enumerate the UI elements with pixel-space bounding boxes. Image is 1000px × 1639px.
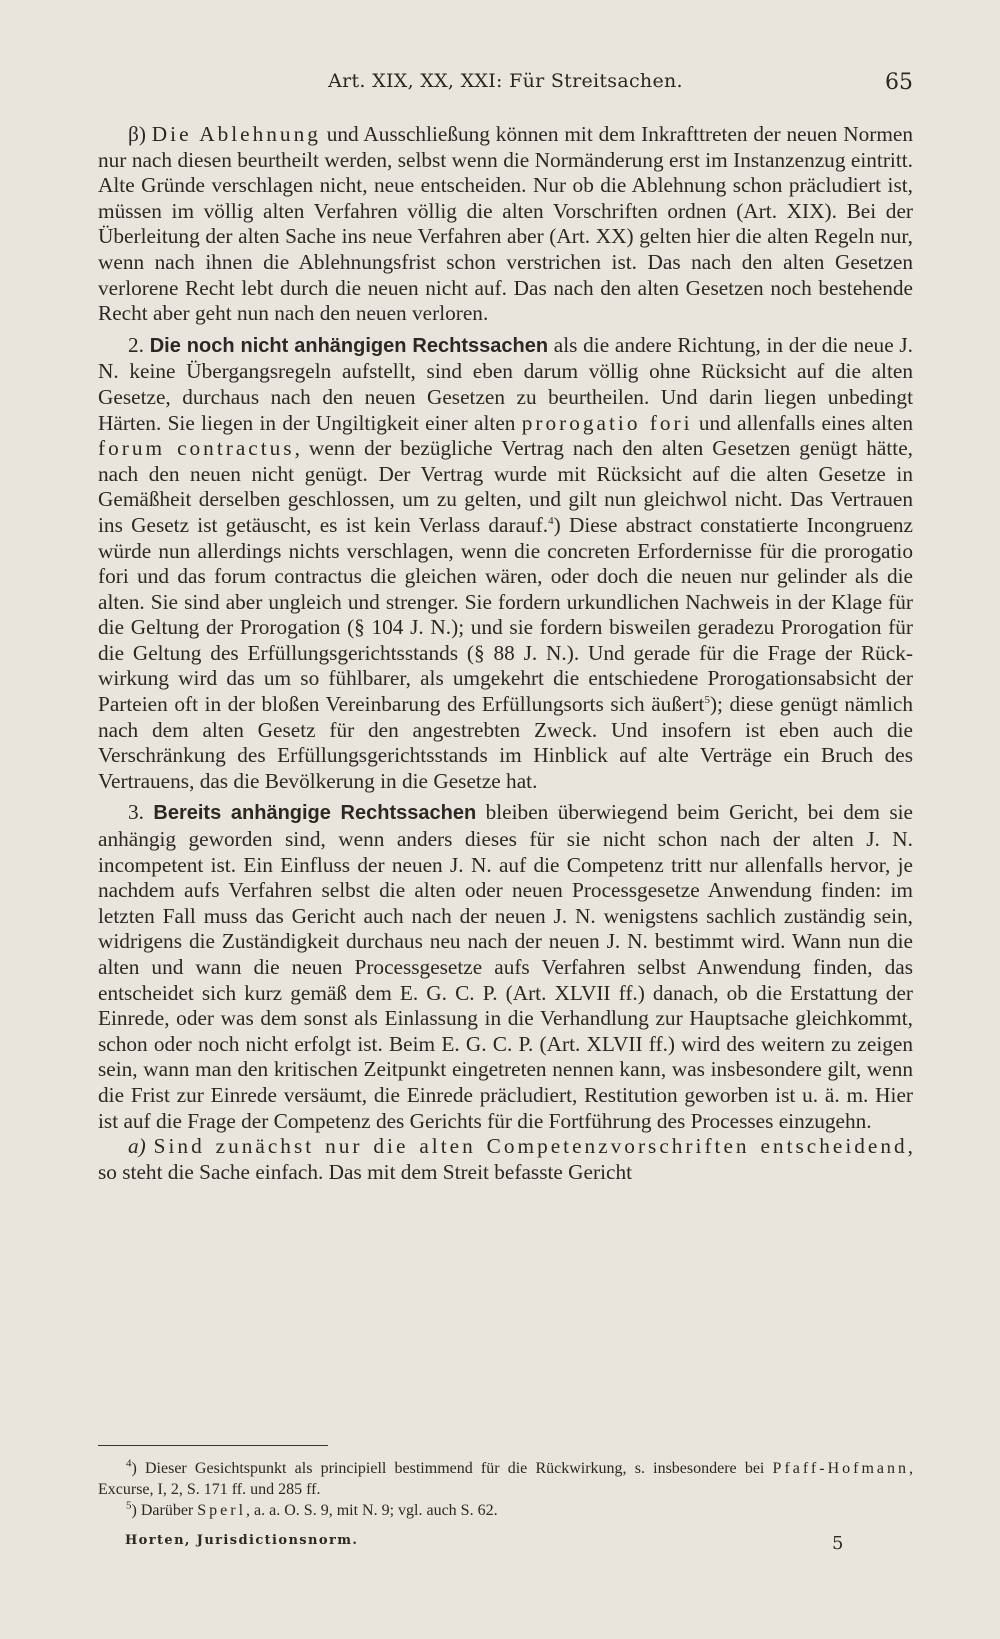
paragraph-marker: β): [128, 122, 152, 146]
footnote-text: ) Darüber: [131, 1502, 198, 1519]
paragraph-text: ) Diese abstract constatierte Incongruenz würde nun allerdings nichts verschlagen, wenn die concreten Erfordernisse für die prorogatio fori und das forum contractus die gleichen wären, oder doch die neuen nur gelinder als die alten. Sie sind aber ungleich und strenger. Sie fordern urkundlichen Nachweis in der Klage für die Geltung der Prorogation (§ 104 J. N.); und sie fordern bisweilen geradezu Prorogation für die Geltung des Erfüllungsgerichtsstands (§ 88 J. N.). Und gerade für die Frage der Rückwirkung wird das um so fühlbarer, als umgekehrt die entschiedene Prorogationsabsicht der Parteien oft in der bloßen Vereinbarung des Erfüllungsorts sich äußert: [98, 512, 914, 717]
footnote-marker: 4: [126, 1457, 132, 1470]
sheet-number: 5: [832, 1533, 844, 1554]
section-number: 2.: [128, 332, 150, 357]
paragraph-text: , wenn der bezügliche Vertrag nach den alten Gesetzen genügt hätte, nach den neuen nicht genügt. Der Vertrag wurde mit Rücksicht auf die alten Gesetze in Gemäßheit derselben geschlossen, um zu gelten, und gilt nun gleichwol nicht. Das Vertrauen ins Gesetz ist getäuscht, es ist kein Verlass darauf.: [98, 436, 913, 537]
footnote-text: , a. a. O. S. 9, mit N. 9; vgl. auch S. 62.: [246, 1502, 498, 1519]
paragraph-text: und Ausschließung können mit dem Inkrafttreten der neuen Normen nur nach diesen beurtheilt werden, selbst wenn die Normänderung erst im Instanzenzug eintritt. Alte Gründe verschlagen nicht, neue entscheiden. Nur ob die Ablehnung schon präcludiert ist, müssen im völlig alten Verfahren völlig die alten Vorschriften ordnen (Art. XIX). Bei der Überleitung der alten Sache ins neue Verfahren aber (Art. XX) gelten hier die alten Regeln nur, wenn nach ihnen die Ablehnungsfrist schon verstrichen ist. Das nach den alten Gesetzen verlorene Recht lebt durch die neuen nicht auf. Das nach den alten Gesetzen noch bestehende Recht aber geht nun nach den neuen verloren.: [98, 122, 913, 326]
spaced-term: forum contractus: [98, 436, 295, 461]
main-text: [98, 122, 913, 1185]
printer-signature: Horten, Jurisdictionsnorm.: [125, 1533, 359, 1548]
footnote-author: Pfaff-Hofmann: [772, 1460, 909, 1477]
paragraph-marker: a): [128, 1134, 154, 1159]
footnote: [98, 1500, 913, 1521]
footnotes: [98, 1458, 913, 1521]
footnote-text: ) Dieser Gesichtspunkt als principiell bestimmend für die Rückwirkung, s. insbesondere bei: [131, 1460, 773, 1477]
section-heading: Bereits anhängige Rechtssachen: [153, 802, 477, 825]
page-number: 65: [885, 70, 913, 95]
footnote: [98, 1458, 913, 1500]
footnote-text: , Excurse, I, 2, S. 171 ff. und 285 ff.: [98, 1460, 913, 1498]
page-header: [98, 70, 913, 100]
spaced-term: prorogatio fori: [521, 410, 693, 435]
footnote-marker: 5: [126, 1499, 132, 1512]
paragraph-section-2: [98, 333, 913, 795]
spaced-term: Sind zunächst nur die alten Competenzvorschriften entscheidend: [153, 1134, 908, 1159]
footnote-reference[interactable]: 5: [704, 693, 710, 706]
paragraph-text: und allenfalls eines alten: [692, 410, 913, 435]
paragraph-text: bleiben überwiegend beim Gericht, bei dem sie anhängig geworden sind, wenn anders dieses für sie nicht schon nach der alten J. N. incompetent ist. Ein Einfluss der neuen J. N. auf die Competenz tritt nur allenfalls hervor, je nachdem aufs Verfahren selbst die alten oder neuen Processgesetze Anwendung finden: im letzten Fall muss das Gericht auch nach der neuen J. N. wenigstens sachlich zuständig sein, widrigens die Zuständigkeit durchaus neu nach der neuen J. N. bestimmt wird. Wann nun die alten und wann die neuen Processgesetze aufs Verfahren selbst Anwendung finden, das entscheidet sich kurz gemäß dem E. G. C. P. (Art. XLVII ff.) danach, ob die Erstattung der Einrede, oder was dem sonst als Einlassung in die Verhandlung zur Hauptsache gleichkommt, schon oder noch nicht erfolgt ist. Beim E. G. C. P. (Art. XLVII ff.) wird des weitern zu zeigen sein, wann man den kritischen Zeitpunkt eingetreten nennen kann, was insbesondere gilt, wenn die Frist zur Einrede versäumt, die Einrede präcludiert, Restitution geworben ist u. ä. m. Hier ist auf die Frage der Competenz des Gerichts für die Fortführung des Processes einzugehn.: [98, 800, 913, 1133]
paragraph-section-3: [98, 800, 913, 1134]
paragraph-text: ); diese genügt nämlich nach dem alten Gesetz für den angestrebten Zweck. Und insofern ist eben auch die Verschränkung des Erfüllungsgerichtsstands im Hinblick auf alte Verträge ein Bruch des Vertrauens, das die Bevölkerung in die Gesetze hat.: [98, 692, 913, 793]
paragraph-text: , so steht die Sache einfach. Das mit dem Streit befasste Gericht: [98, 1134, 913, 1184]
section-number: 3.: [128, 800, 154, 825]
footnote-author: Sperl: [197, 1502, 247, 1519]
paragraph-alpha: [98, 1134, 913, 1185]
footnote-divider: [98, 1445, 328, 1446]
running-title: Art. XIX, XX, XXI: Für Streitsachen.: [328, 70, 683, 92]
footnote-reference[interactable]: 4: [548, 514, 554, 527]
paragraph-text: als die andere Richtung, in der die neue J. N. keine Übergangsregeln aufstellt, sind eben darum völlig ohne Rücksicht auf die alten Gesetze, durchaus nach den neuen Gesetzen zu beurtheilen. Und darin liegen unbedingt Härten. Sie liegen in der Ungiltigkeit einer alten: [98, 332, 913, 435]
section-heading: Die noch nicht anhängigen Rechtssachen: [149, 334, 549, 357]
spaced-term: Die Ablehnung: [151, 122, 321, 146]
paragraph-beta: [98, 122, 913, 327]
